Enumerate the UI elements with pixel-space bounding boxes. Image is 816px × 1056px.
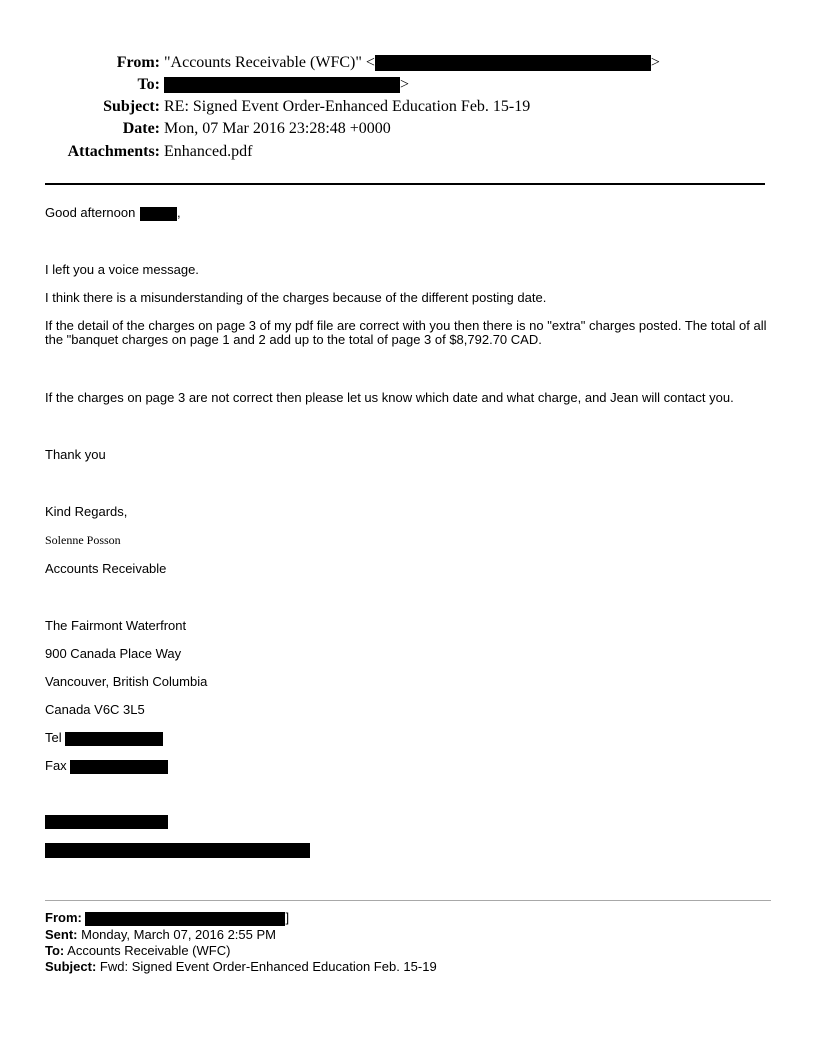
redaction-fax-number — [70, 760, 168, 774]
forwarded-subject-label: Subject: — [45, 959, 97, 974]
header-from-close: > — [650, 54, 660, 71]
signature-department: Accounts Receivable — [45, 561, 167, 576]
paragraph-charges-detail: If the detail of the charges on page 3 of my pdf file are correct with you then there is no "extra" charges posted. The total of all the "banquet charges on page 1 and 2 add up to the total of page 3 of $8,792.70 CAD. — [45, 318, 767, 347]
forwarded-to-label: To: — [45, 943, 65, 958]
greeting-text: Good afternoon — [45, 205, 136, 220]
paragraph-charges-incorrect: If the charges on page 3 are not correct then please let us know which date and what charge, and Jean will contact you. — [45, 390, 734, 405]
paragraph-voice-message: I left you a voice message. — [45, 262, 199, 277]
signature-fax-label: Fax — [45, 758, 67, 773]
forwarded-sent-value: Monday, March 07, 2016 2:55 PM — [81, 927, 276, 942]
header-attachments-label: Attachments: — [67, 143, 160, 160]
header-from-label: From: — [116, 54, 160, 71]
paragraph-misunderstanding: I think there is a misunderstanding of the charges because of the different posting date. — [45, 290, 547, 305]
redaction-block-2 — [45, 843, 310, 858]
forwarded-to-value: Accounts Receivable (WFC) — [67, 943, 231, 958]
header-from-text: "Accounts Receivable (WFC)" < — [164, 54, 375, 71]
header-to-label: To: — [137, 76, 160, 93]
closing-thanks: Thank you — [45, 447, 106, 462]
header-to-close: > — [400, 76, 410, 93]
header-attachment-link[interactable]: Enhanced.pdf — [164, 143, 253, 160]
redaction-block-1 — [45, 815, 168, 829]
header-divider — [45, 183, 765, 185]
forwarded-from-line — [45, 910, 289, 926]
signature-name: Solenne Posson — [45, 533, 121, 547]
header-date-value: Mon, 07 Mar 2016 23:28:48 +0000 — [164, 120, 391, 137]
forward-divider — [45, 900, 771, 901]
redaction-to-email — [164, 77, 400, 93]
forwarded-from-close: ] — [285, 910, 290, 925]
forwarded-sent-line — [45, 927, 276, 942]
header-to-value — [164, 75, 409, 95]
redaction-recipient-name — [140, 207, 177, 221]
signature-hotel: The Fairmont Waterfront — [45, 618, 187, 633]
signature-fax-line — [45, 758, 168, 774]
signature-tel-line — [45, 730, 163, 746]
header-date-label: Date: — [122, 120, 160, 137]
redaction-tel-number — [65, 732, 163, 746]
header-subject-value: RE: Signed Event Order-Enhanced Education Feb. 15-19 — [164, 98, 531, 115]
signature-street: 900 Canada Place Way — [45, 646, 182, 661]
redaction-from-email — [375, 55, 651, 71]
forwarded-sent-label: Sent: — [45, 927, 78, 942]
redaction-forwarded-sender — [85, 912, 285, 926]
forwarded-subject-value: Fwd: Signed Event Order-Enhanced Education Feb. 15-19 — [99, 959, 437, 974]
header-from-value — [164, 53, 660, 73]
signature-city: Vancouver, British Columbia — [45, 674, 208, 689]
closing-regards: Kind Regards, — [45, 504, 128, 519]
forwarded-to-line — [45, 943, 230, 958]
forwarded-from-label: From: — [45, 910, 82, 925]
header-subject-label: Subject: — [103, 98, 160, 115]
forwarded-subject-line — [45, 959, 437, 974]
signature-tel-label: Tel — [45, 730, 62, 745]
signature-country-postal: Canada V6C 3L5 — [45, 702, 145, 717]
greeting-comma: , — [176, 205, 181, 220]
greeting-line — [45, 205, 181, 221]
